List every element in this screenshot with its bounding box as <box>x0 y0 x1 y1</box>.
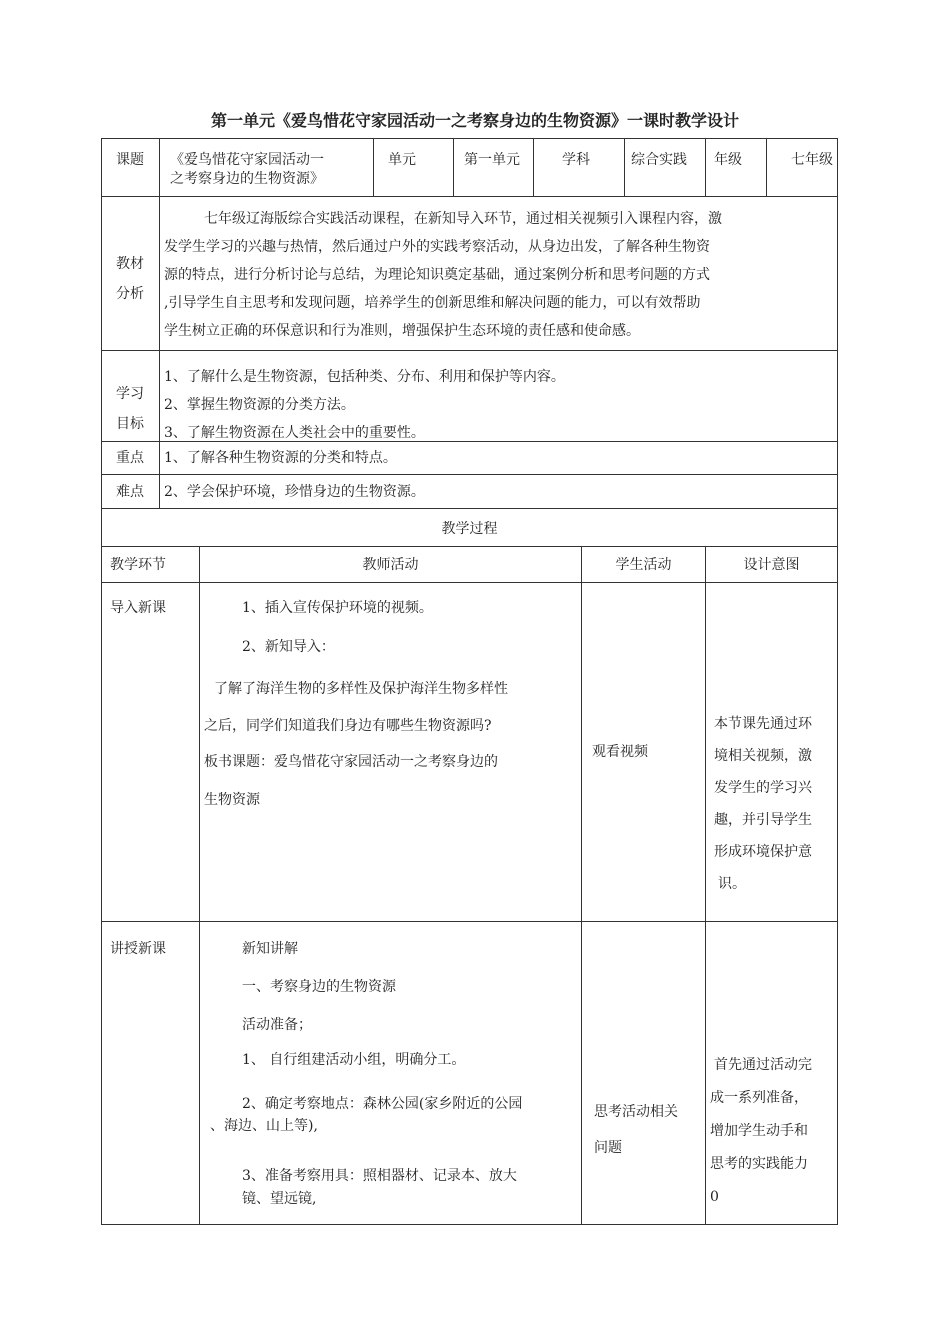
intent-line: 识。 <box>718 876 746 892</box>
lesson-plan-table <box>101 138 838 1225</box>
goal-item: 1、了解什么是生物资源，包括种类、分布、利用和保护等内容。 <box>164 369 565 385</box>
label-line: 目标 <box>116 416 144 432</box>
analysis-line: ,引导学生自主思考和发现问题，培养学生的创新思维和解决问题的能力，可以有效帮助 <box>164 295 701 311</box>
teacher-line: 生物资源 <box>204 792 260 808</box>
intent-line: 境相关视频，激 <box>714 748 812 764</box>
intro-design-intent <box>705 583 837 921</box>
intro-student-activity: 观看视频 <box>581 583 705 921</box>
topic-value-line: 之考察身边的生物资源》 <box>170 171 324 187</box>
material-analysis-text <box>159 197 837 350</box>
teacher-line: 活动准备； <box>242 1017 312 1033</box>
header-stage: 教学环节 <box>110 557 166 573</box>
intent-line: 首先通过活动完 <box>714 1057 812 1073</box>
key-point-value: 1、了解各种生物资源的分类和特点。 <box>159 442 837 474</box>
label-line: 学习 <box>116 386 144 402</box>
intro-row <box>102 583 837 922</box>
teacher-line: 新知讲解 <box>242 941 298 957</box>
header-teacher: 教师活动 <box>199 547 581 582</box>
intent-line: 趣，并引导学生 <box>714 812 812 828</box>
difficulty-value: 2、学会保护环境，珍惜身边的生物资源。 <box>159 475 837 508</box>
analysis-line: 源的特点，进行分析讨论与总结，为理论知识奠定基础，通过案例分析和思考问题的方式 <box>164 267 710 283</box>
topic-value <box>159 139 373 196</box>
key-point-label: 重点 <box>116 450 144 466</box>
difficulty-row <box>102 475 837 509</box>
unit-label: 单元 <box>373 139 453 196</box>
intro-stage: 导入新课 <box>110 600 166 616</box>
material-analysis-row <box>102 197 837 351</box>
subject-label: 学科 <box>533 139 624 196</box>
grade-value: 七年级 <box>766 139 837 196</box>
intent-line: 增加学生动手和 <box>710 1123 808 1139</box>
goal-item: 3、了解生物资源在人类社会中的重要性。 <box>164 425 425 441</box>
intent-line: 成一系列准备， <box>710 1090 808 1106</box>
intro-teacher-activity <box>199 583 581 921</box>
info-row <box>102 139 837 197</box>
label-line: 分析 <box>116 286 144 302</box>
teacher-line: 一、考察身边的生物资源 <box>242 979 396 995</box>
grade-label: 年级 <box>705 139 766 196</box>
analysis-line: 七年级辽海版综合实践活动课程，在新知导入环节，通过相关视频引入课程内容，激 <box>204 211 722 227</box>
student-line: 问题 <box>594 1140 622 1156</box>
document-title: 第一单元《爱鸟惜花守家园活动一之考察身边的生物资源》一课时教学设计 <box>210 111 739 130</box>
analysis-line: 学生树立正确的环保意识和行为准则，增强保护生态环境的责任感和使命感。 <box>164 323 640 339</box>
key-point-row <box>102 442 837 475</box>
intent-line: 0 <box>710 1189 719 1205</box>
topic-value-line: 《爱鸟惜花守家园活动一 <box>170 152 324 168</box>
teacher-line: 、海边、山上等), <box>210 1118 318 1134</box>
student-line: 思考活动相关 <box>594 1104 678 1120</box>
lecture-student-activity <box>581 922 705 1224</box>
teacher-line: 镜、望远镜, <box>242 1191 317 1207</box>
intent-line: 思考的实践能力 <box>710 1156 808 1172</box>
process-header-row <box>102 547 837 583</box>
learning-goals-label <box>102 351 159 441</box>
topic-label: 课题 <box>116 152 144 168</box>
process-heading: 教学过程 <box>102 509 837 547</box>
lecture-design-intent <box>705 922 837 1224</box>
lecture-stage: 讲授新课 <box>110 941 166 957</box>
material-analysis-label <box>102 197 159 350</box>
teacher-line: 1、 自行组建活动小组，明确分工。 <box>242 1052 466 1068</box>
header-student: 学生活动 <box>581 547 705 582</box>
subject-value: 综合实践 <box>624 139 705 196</box>
lecture-row <box>102 922 837 1224</box>
teacher-line: 板书课题：爱鸟惜花守家园活动一之考察身边的 <box>204 754 498 770</box>
goal-item: 2、掌握生物资源的分类方法。 <box>164 397 355 413</box>
teacher-line: 3、准备考察用具：照相器材、记录本、放大 <box>242 1168 517 1184</box>
teacher-line: 2、确定考察地点：森林公园(家乡附近的公园 <box>242 1096 523 1112</box>
difficulty-label: 难点 <box>116 484 144 500</box>
teacher-line: 1、插入宣传保护环境的视频。 <box>242 600 433 616</box>
header-intent: 设计意图 <box>705 547 837 582</box>
teacher-line: 2、新知导入： <box>242 639 335 655</box>
teacher-line: 了解了海洋生物的多样性及保护海洋生物多样性 <box>214 681 508 697</box>
analysis-line: 发学生学习的兴趣与热情，然后通过户外的实践考察活动，从身边出发，了解各种生物资 <box>164 239 710 255</box>
teacher-line: 之后，同学们知道我们身边有哪些生物资源吗? <box>204 718 492 734</box>
learning-goals-list <box>159 351 837 441</box>
intent-line: 形成环境保护意 <box>714 844 812 860</box>
intent-line: 发学生的学习兴 <box>714 780 812 796</box>
intent-line: 本节课先通过环 <box>714 716 812 732</box>
learning-goals-row <box>102 351 837 442</box>
lecture-teacher-activity <box>199 922 581 1224</box>
unit-value: 第一单元 <box>453 139 533 196</box>
label-line: 教材 <box>116 256 144 272</box>
